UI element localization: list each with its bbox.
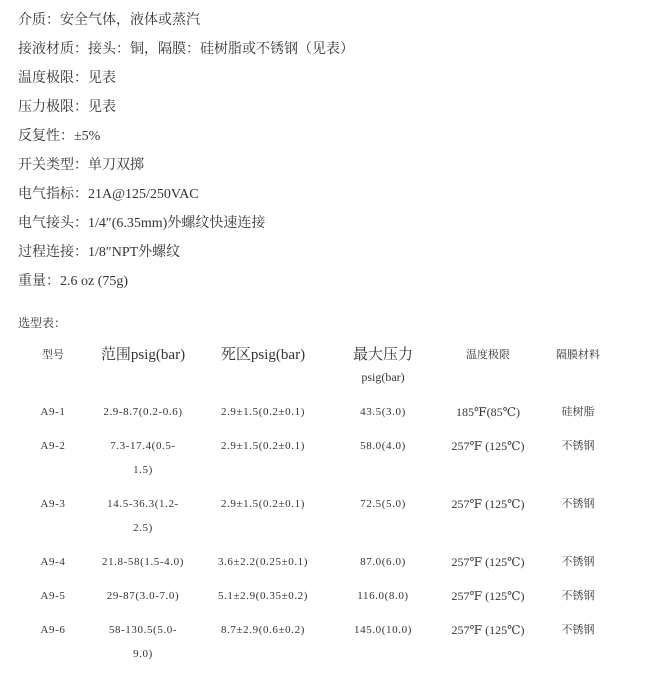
- cell-deadband: 3.6±2.2(0.25±0.1): [217, 556, 309, 568]
- header-model: 型号: [42, 348, 64, 361]
- cell-max-pressure: 145.0(10.0): [354, 624, 412, 636]
- table-row: [18, 400, 618, 434]
- spec-label: 开关类型：: [18, 157, 88, 173]
- spec-line-pressure-limit: [18, 98, 116, 116]
- table-header-row: [18, 338, 618, 400]
- cell-range: 2.9-8.7(0.2-0.6): [103, 406, 183, 418]
- spec-value: 1/4″(6.35mm)外螺纹快速连接: [88, 216, 266, 231]
- spec-line-medium: [18, 11, 200, 29]
- spec-line-process-connection: [18, 243, 180, 262]
- header-temperature-limit: 温度极限: [466, 348, 510, 361]
- table-row: [18, 618, 618, 676]
- spec-label: 介质：: [18, 12, 60, 28]
- table-row: [18, 434, 618, 492]
- table-caption: 选型表：: [18, 316, 67, 330]
- cell-material: 不锈钢: [561, 439, 595, 452]
- spec-line-repeatability: [18, 127, 100, 146]
- spec-label: 重量：: [18, 273, 60, 289]
- spec-value: 21A@125/250VAC: [88, 187, 199, 202]
- spec-label: 电气指标：: [18, 186, 88, 202]
- header-range: 范围psig(bar): [100, 347, 186, 363]
- spec-line-temperature-limit: [18, 69, 116, 87]
- spec-label: 过程连接：: [18, 244, 88, 260]
- header-deadband: 死区psig(bar): [220, 347, 306, 363]
- spec-label: 电气接头：: [18, 215, 88, 231]
- spec-line-wetted-materials: [18, 40, 354, 58]
- cell-model: A9-3: [40, 498, 66, 510]
- table-row: [18, 584, 618, 618]
- spec-line-electrical-connection: [18, 214, 265, 233]
- cell-range: 21.8-58(1.5-4.0): [101, 556, 184, 568]
- spec-label: 压力极限：: [18, 99, 88, 115]
- cell-temperature: 257℉ (125℃): [451, 589, 525, 603]
- spec-line-electrical-rating: [18, 185, 199, 204]
- cell-deadband: 2.9±1.5(0.2±0.1): [220, 406, 305, 418]
- cell-max-pressure: 72.5(5.0): [360, 498, 406, 510]
- cell-model: A9-5: [40, 590, 66, 602]
- cell-material: 不锈钢: [561, 497, 595, 510]
- cell-model: A9-1: [40, 406, 66, 418]
- spec-value: 见表: [88, 99, 116, 115]
- selection-table: [18, 338, 618, 676]
- spec-value: 单刀双掷: [88, 157, 144, 173]
- spec-value: 安全气体，液体或蒸汽: [60, 12, 200, 28]
- table-row: [18, 492, 618, 550]
- spec-value: 1/8″NPT外螺纹: [88, 245, 181, 260]
- header-diaphragm-material: 隔膜材料: [556, 348, 600, 361]
- cell-model: A9-6: [40, 624, 66, 636]
- cell-temperature: 257℉ (125℃): [451, 439, 525, 453]
- spec-value: 2.6 oz (75g): [60, 274, 129, 289]
- spec-value: 接头：铜，隔膜：硅树脂或不锈钢（见表）: [88, 41, 354, 57]
- cell-deadband: 5.1±2.9(0.35±0.2): [217, 590, 309, 602]
- cell-max-pressure: 87.0(6.0): [360, 556, 406, 568]
- table-row: [18, 550, 618, 584]
- cell-material: 不锈钢: [561, 589, 595, 602]
- cell-temperature: 257℉ (125℃): [451, 497, 525, 511]
- cell-material: 硅树脂: [561, 405, 595, 418]
- cell-deadband: 8.7±2.9(0.6±0.2): [220, 624, 305, 636]
- header-max-pressure: 最大压力 psig(bar): [352, 347, 413, 384]
- spec-line-weight: [18, 272, 128, 291]
- cell-model: A9-4: [40, 556, 66, 568]
- cell-deadband: 2.9±1.5(0.2±0.1): [220, 440, 305, 452]
- cell-temperature: 185℉(85℃): [456, 405, 520, 419]
- cell-range: 58-130.5(5.0- 9.0): [108, 624, 178, 660]
- cell-max-pressure: 43.5(3.0): [360, 406, 406, 418]
- spec-line-switch-type: [18, 156, 144, 174]
- cell-material: 不锈钢: [561, 555, 595, 568]
- spec-value: 见表: [88, 70, 116, 86]
- cell-max-pressure: 116.0(8.0): [357, 590, 409, 602]
- cell-deadband: 2.9±1.5(0.2±0.1): [220, 498, 305, 510]
- cell-range: 29-87(3.0-7.0): [106, 590, 180, 602]
- cell-material: 不锈钢: [561, 623, 595, 636]
- cell-range: 14.5-36.3(1.2- 2.5): [107, 498, 179, 534]
- cell-range: 7.3-17.4(0.5- 1.5): [110, 440, 176, 476]
- cell-temperature: 257℉ (125℃): [451, 555, 525, 569]
- spec-label: 温度极限：: [18, 70, 88, 86]
- cell-model: A9-2: [40, 440, 66, 452]
- spec-label: 接液材质：: [18, 41, 88, 57]
- cell-max-pressure: 58.0(4.0): [360, 440, 406, 452]
- spec-label: 反复性：: [18, 128, 74, 144]
- spec-value: ±5%: [74, 129, 101, 144]
- cell-temperature: 257℉ (125℃): [451, 623, 525, 637]
